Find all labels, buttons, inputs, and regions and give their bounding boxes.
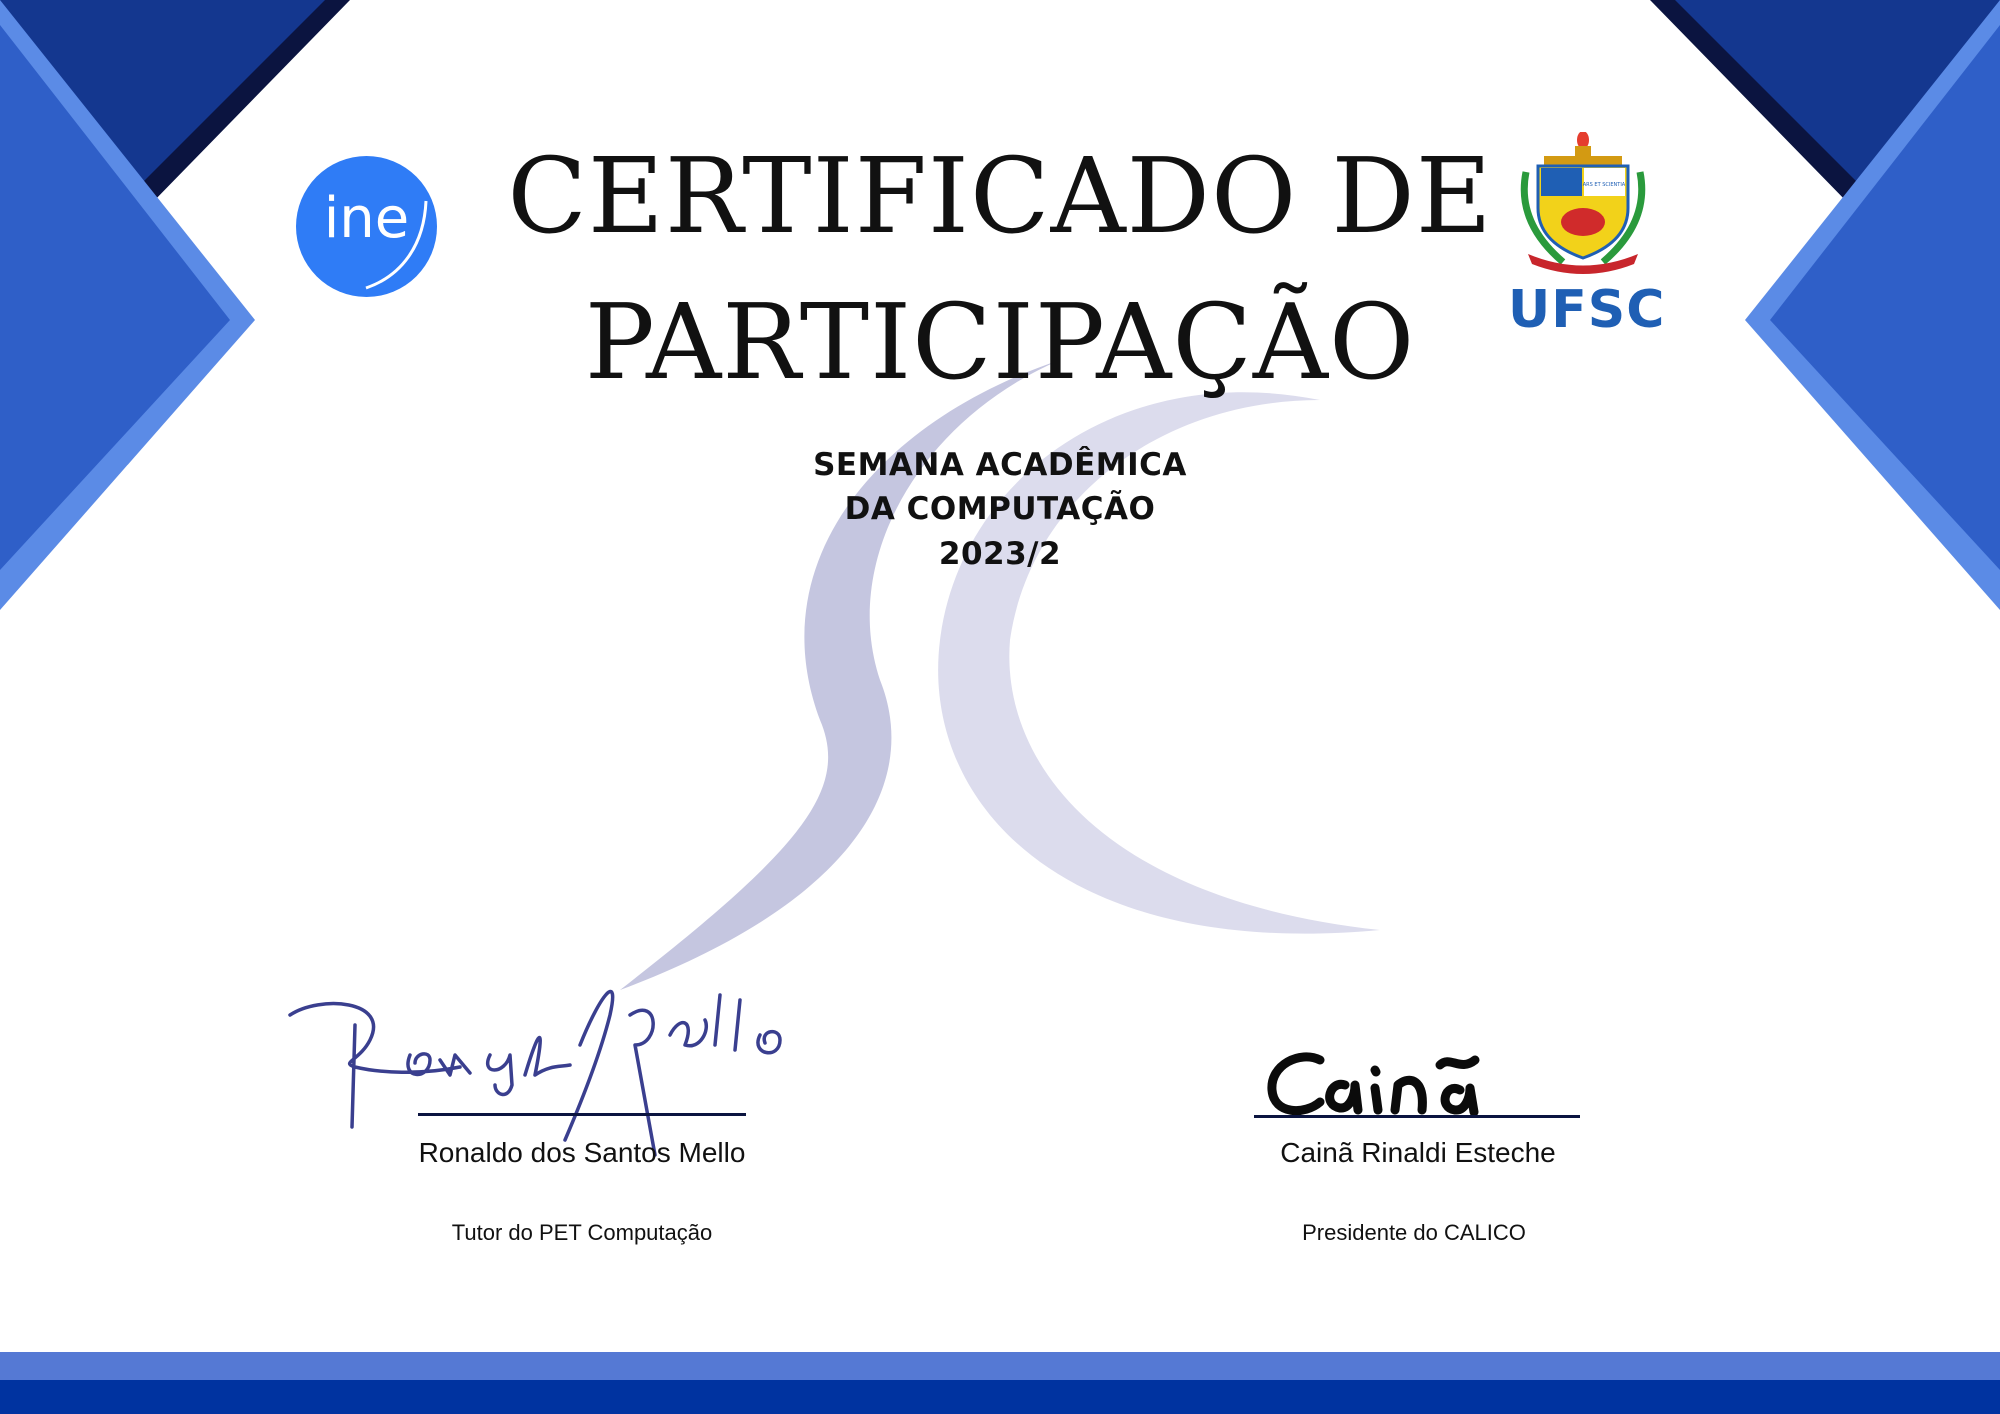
signature-ronaldo	[280, 955, 860, 1160]
certificate-title-line1: CERTIFICADO DE	[507, 135, 1493, 257]
signature-line-right	[1254, 1115, 1580, 1118]
event-name-line2: DA COMPUTAÇÃO	[844, 491, 1156, 527]
event-name-line1: SEMANA ACADÊMICA	[813, 447, 1187, 483]
bottom-stripe	[0, 1352, 2000, 1380]
event-edition: 2023/2	[938, 536, 1062, 572]
signer-role-right: Presidente do CALICO	[1302, 1220, 1526, 1245]
signature-line-left	[418, 1113, 746, 1116]
ufsc-logo-text: UFSC	[1508, 280, 1666, 340]
signer-role-left: Tutor do PET Computação	[451, 1220, 713, 1245]
signer-name-left: Ronaldo dos Santos Mello	[418, 1137, 746, 1168]
bottom-bar	[0, 1380, 2000, 1414]
signer-name-right: Cainã Rinaldi Esteche	[1280, 1137, 1556, 1168]
ine-logo-text: ine	[323, 186, 410, 251]
certificate-title-line2: PARTICIPAÇÃO	[584, 281, 1416, 403]
ufsc-ribbon-text: ARS ET SCIENTIA	[1582, 182, 1626, 188]
